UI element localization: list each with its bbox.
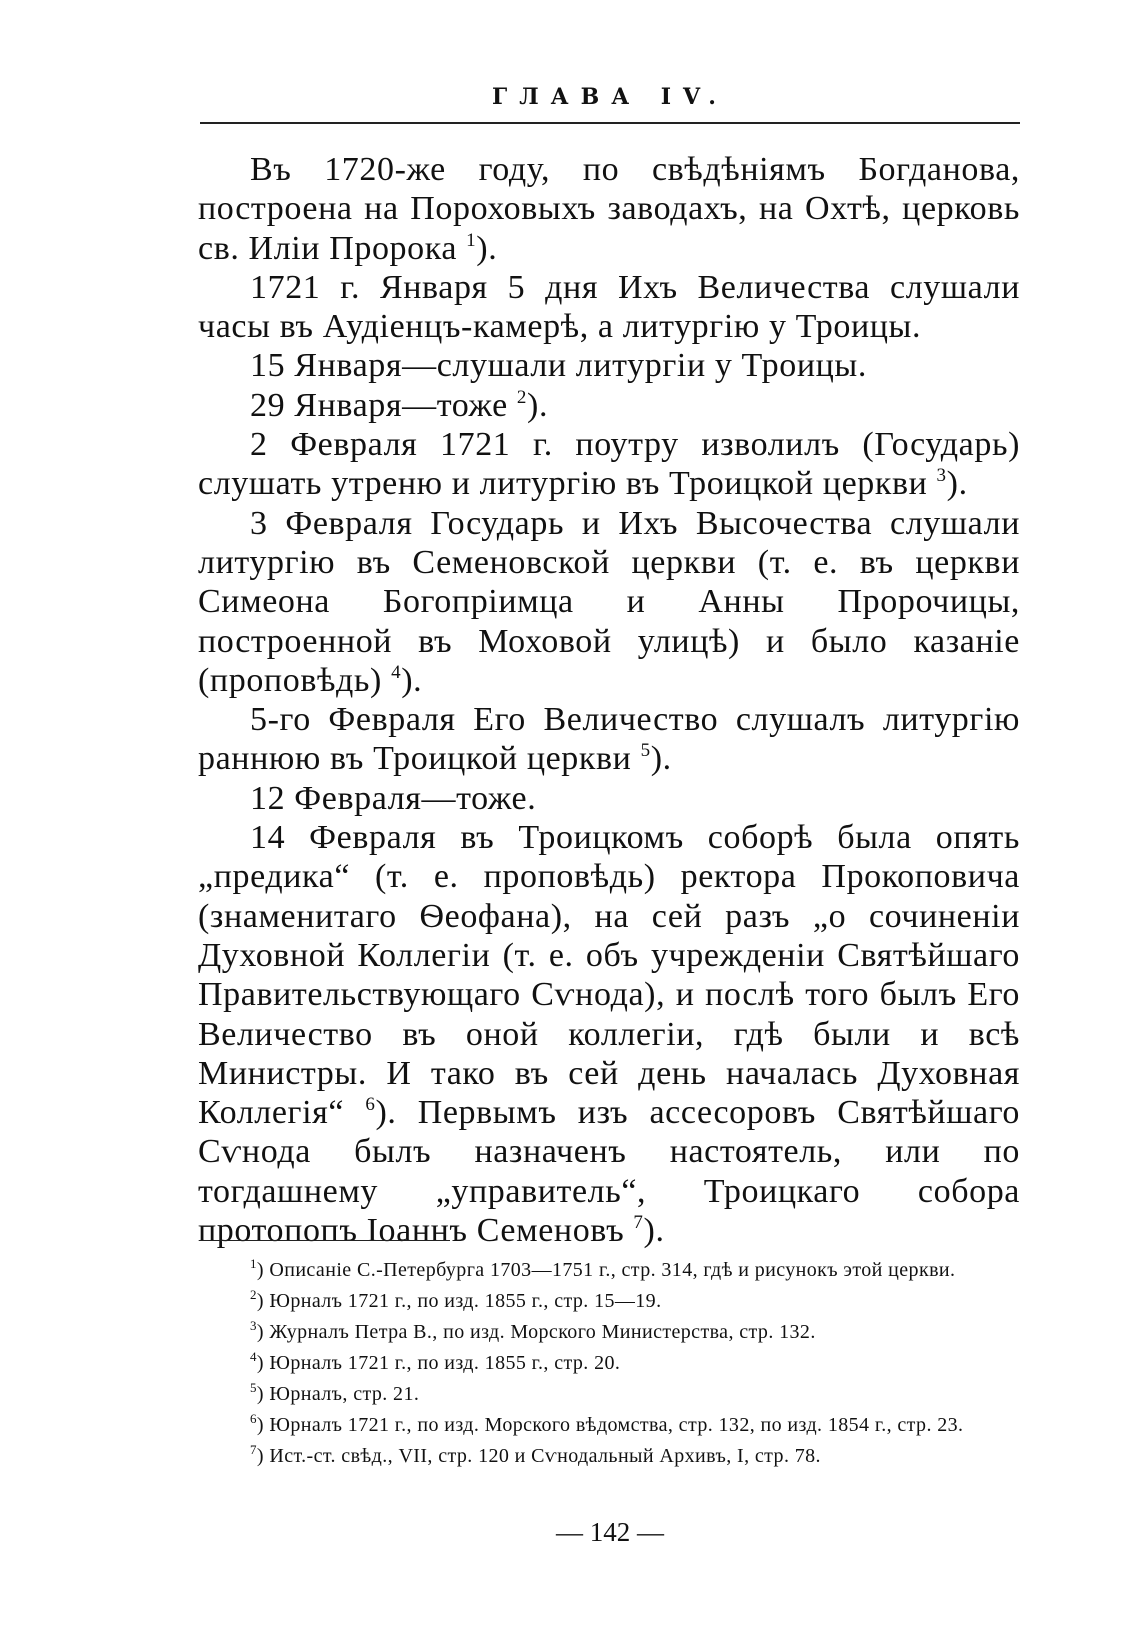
paragraph: 1721 г. Января 5 дня Ихъ Величества слушали часы въ Аудіенцъ-камерѣ, а литургію у Троицы. bbox=[198, 268, 1020, 346]
footnotes bbox=[198, 1255, 1020, 1472]
paragraph: 5-го Февраля Его Величество слушалъ литургію раннюю въ Троицкой церкви $^5$). bbox=[198, 701, 1020, 778]
paragraph: 15 Января—слушали литургіи у Троицы. bbox=[250, 347, 867, 385]
footnote-rule bbox=[200, 1240, 450, 1241]
footnote: $^2$) Юрналъ 1721 г., по изд. 1855 г., стр. 15—19. bbox=[250, 1287, 662, 1312]
footnote: $^5$) Юрналъ, стр. 21. bbox=[250, 1380, 420, 1405]
paragraph: 2 Февраля 1721 г. поутру изволилъ (Государь) слушать утреню и литургію въ Троицкой церкви $^3$). bbox=[198, 426, 1020, 503]
page-number: — 142 — bbox=[556, 1517, 664, 1547]
paragraph: 29 Января—тоже $^2$). bbox=[250, 386, 549, 424]
footnote: $^1$) Описаніе С.-Петербурга 1703—1751 г., стр. 314, гдѣ и рисунокъ этой церкви. bbox=[250, 1256, 956, 1281]
paragraph: 12 Февраля—тоже. bbox=[250, 779, 537, 817]
footnote: $^3$) Журналъ Петра В., по изд. Морского Министерства, стр. 132. bbox=[250, 1318, 816, 1343]
paragraph: Въ 1720-же году, по свѣдѣніямъ Богданова, построена на Пороховыхъ заводахъ, на Охтѣ, церковь св. Иліи Пророка $^1$). bbox=[198, 151, 1020, 267]
header-rule bbox=[200, 122, 1020, 124]
footnote-ref: 4 bbox=[391, 661, 402, 683]
footnote-ref: 5 bbox=[640, 740, 651, 762]
footnote: $^7$) Ист.-ст. свѣд., VII, стр. 120 и Сѵнодальный Архивъ, I, стр. 78. bbox=[250, 1442, 821, 1467]
paragraph: 3 Февраля Государь и Ихъ Высочества слушали литургію въ Семеновской церкви (т. е. въ церкви Симеона Богопріимца и Анны Пророчицы, построенной въ Моховой улицѣ) и было казаніе (проповѣдь) $^4$). bbox=[198, 504, 1020, 699]
paragraph: 14 Февраля въ Троицкомъ соборѣ была опять „предика“ (т. е. проповѣдь) ректора Прокоповича (знаменитаго Ѳеофана), на сей разъ „о сочиненіи Духовной Коллегіи (т. е. объ учрежденіи Святѣйшаго Правительствующаго Сѵнода), и послѣ того былъ Его Величество въ оной коллегіи, гдѣ были и всѣ Министры. И тако въ сей день началась Духовная Коллегія“ $^6$). Первымъ изъ ассесоровъ Святѣйшаго Сѵнода былъ назначенъ настоятель, или по тогдашнему „управитель“, Троицкаго собора протопопъ Іоаннъ Семеновъ $^7$). bbox=[198, 819, 1021, 1250]
footnote: $^4$) Юрналъ 1721 г., по изд. 1855 г., стр. 20. bbox=[250, 1349, 621, 1374]
main-text bbox=[198, 150, 1020, 1250]
footnote: $^6$) Юрналъ 1721 г., по изд. Морского вѣдомства, стр. 132, по изд. 1854 г., стр. 23. bbox=[250, 1411, 964, 1436]
footnote-ref: 2 bbox=[516, 386, 528, 408]
footnote-ref: 3 bbox=[936, 465, 947, 487]
running-header: ГЛАВА IV. bbox=[492, 84, 728, 110]
footnote-ref: 7 bbox=[633, 1212, 644, 1234]
footnote-ref: 1 bbox=[466, 229, 477, 251]
footnote-ref: 6 bbox=[365, 1094, 376, 1116]
